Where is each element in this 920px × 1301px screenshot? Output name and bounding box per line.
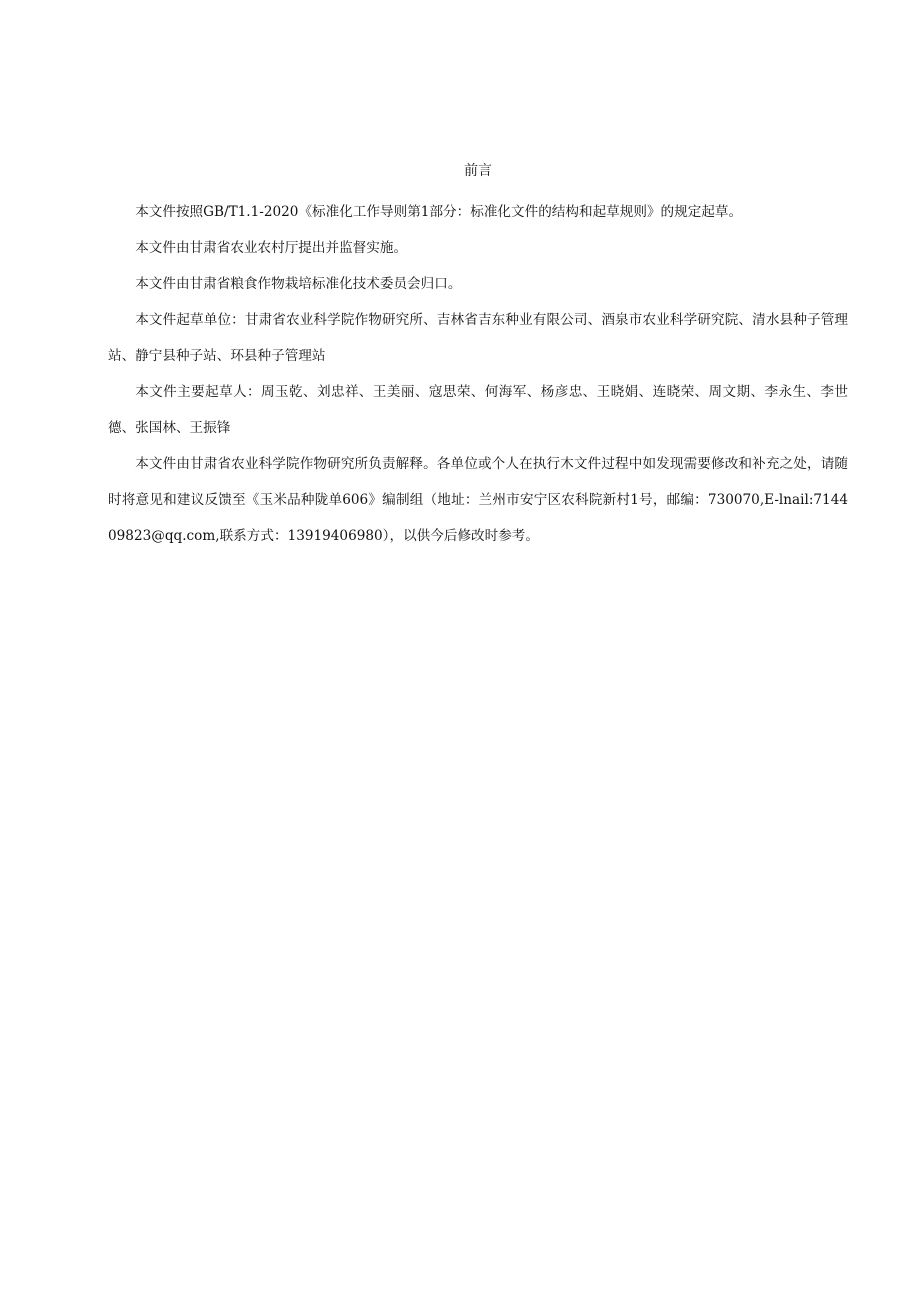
document-title: 前言 [464,163,492,179]
paragraph-drafting-rules: 本文件按照GB/T1.1-2020《标准化工作导则第1部分：标准化文件的结构和起草规则》的规定起草。 [135,204,743,220]
paragraph-proposer: 本文件由甘肃省农业农村厅提出并监督实施。 [135,240,408,256]
document-body [108,160,848,554]
paragraph-committee: 本文件由甘肃省粮食作物栽培标准化技术委员会归口。 [135,276,462,292]
paragraph-drafters: 本文件主要起草人：周玉乾、刘忠祥、王美丽、寇思荣、何海军、杨彦忠、王晓娟、连晓荣、周文期、李永生、李世德、张国林、王振锋 [108,384,848,436]
paragraph-drafting-units: 本文件起草单位：甘肃省农业科学院作物研究所、吉林省吉东种业有限公司、酒泉市农业科学研究院、清水县种子管理站、静宁县种子站、环县种子管理站 [108,312,848,364]
paragraph-interpretation: 本文件由甘肃省农业科学院作物研究所负责解释。各单位或个人在执行木文件过程中如发现需要修改和补充之处，请随时将意见和建议反馈至《玉米品种陇单606》编制组（地址：兰州市安宁区农科院新村1号，邮编：730070,E-lnail:714409823@qq.com,联系方式：13919406980），以供今后修改时参考。 [108,456,848,544]
